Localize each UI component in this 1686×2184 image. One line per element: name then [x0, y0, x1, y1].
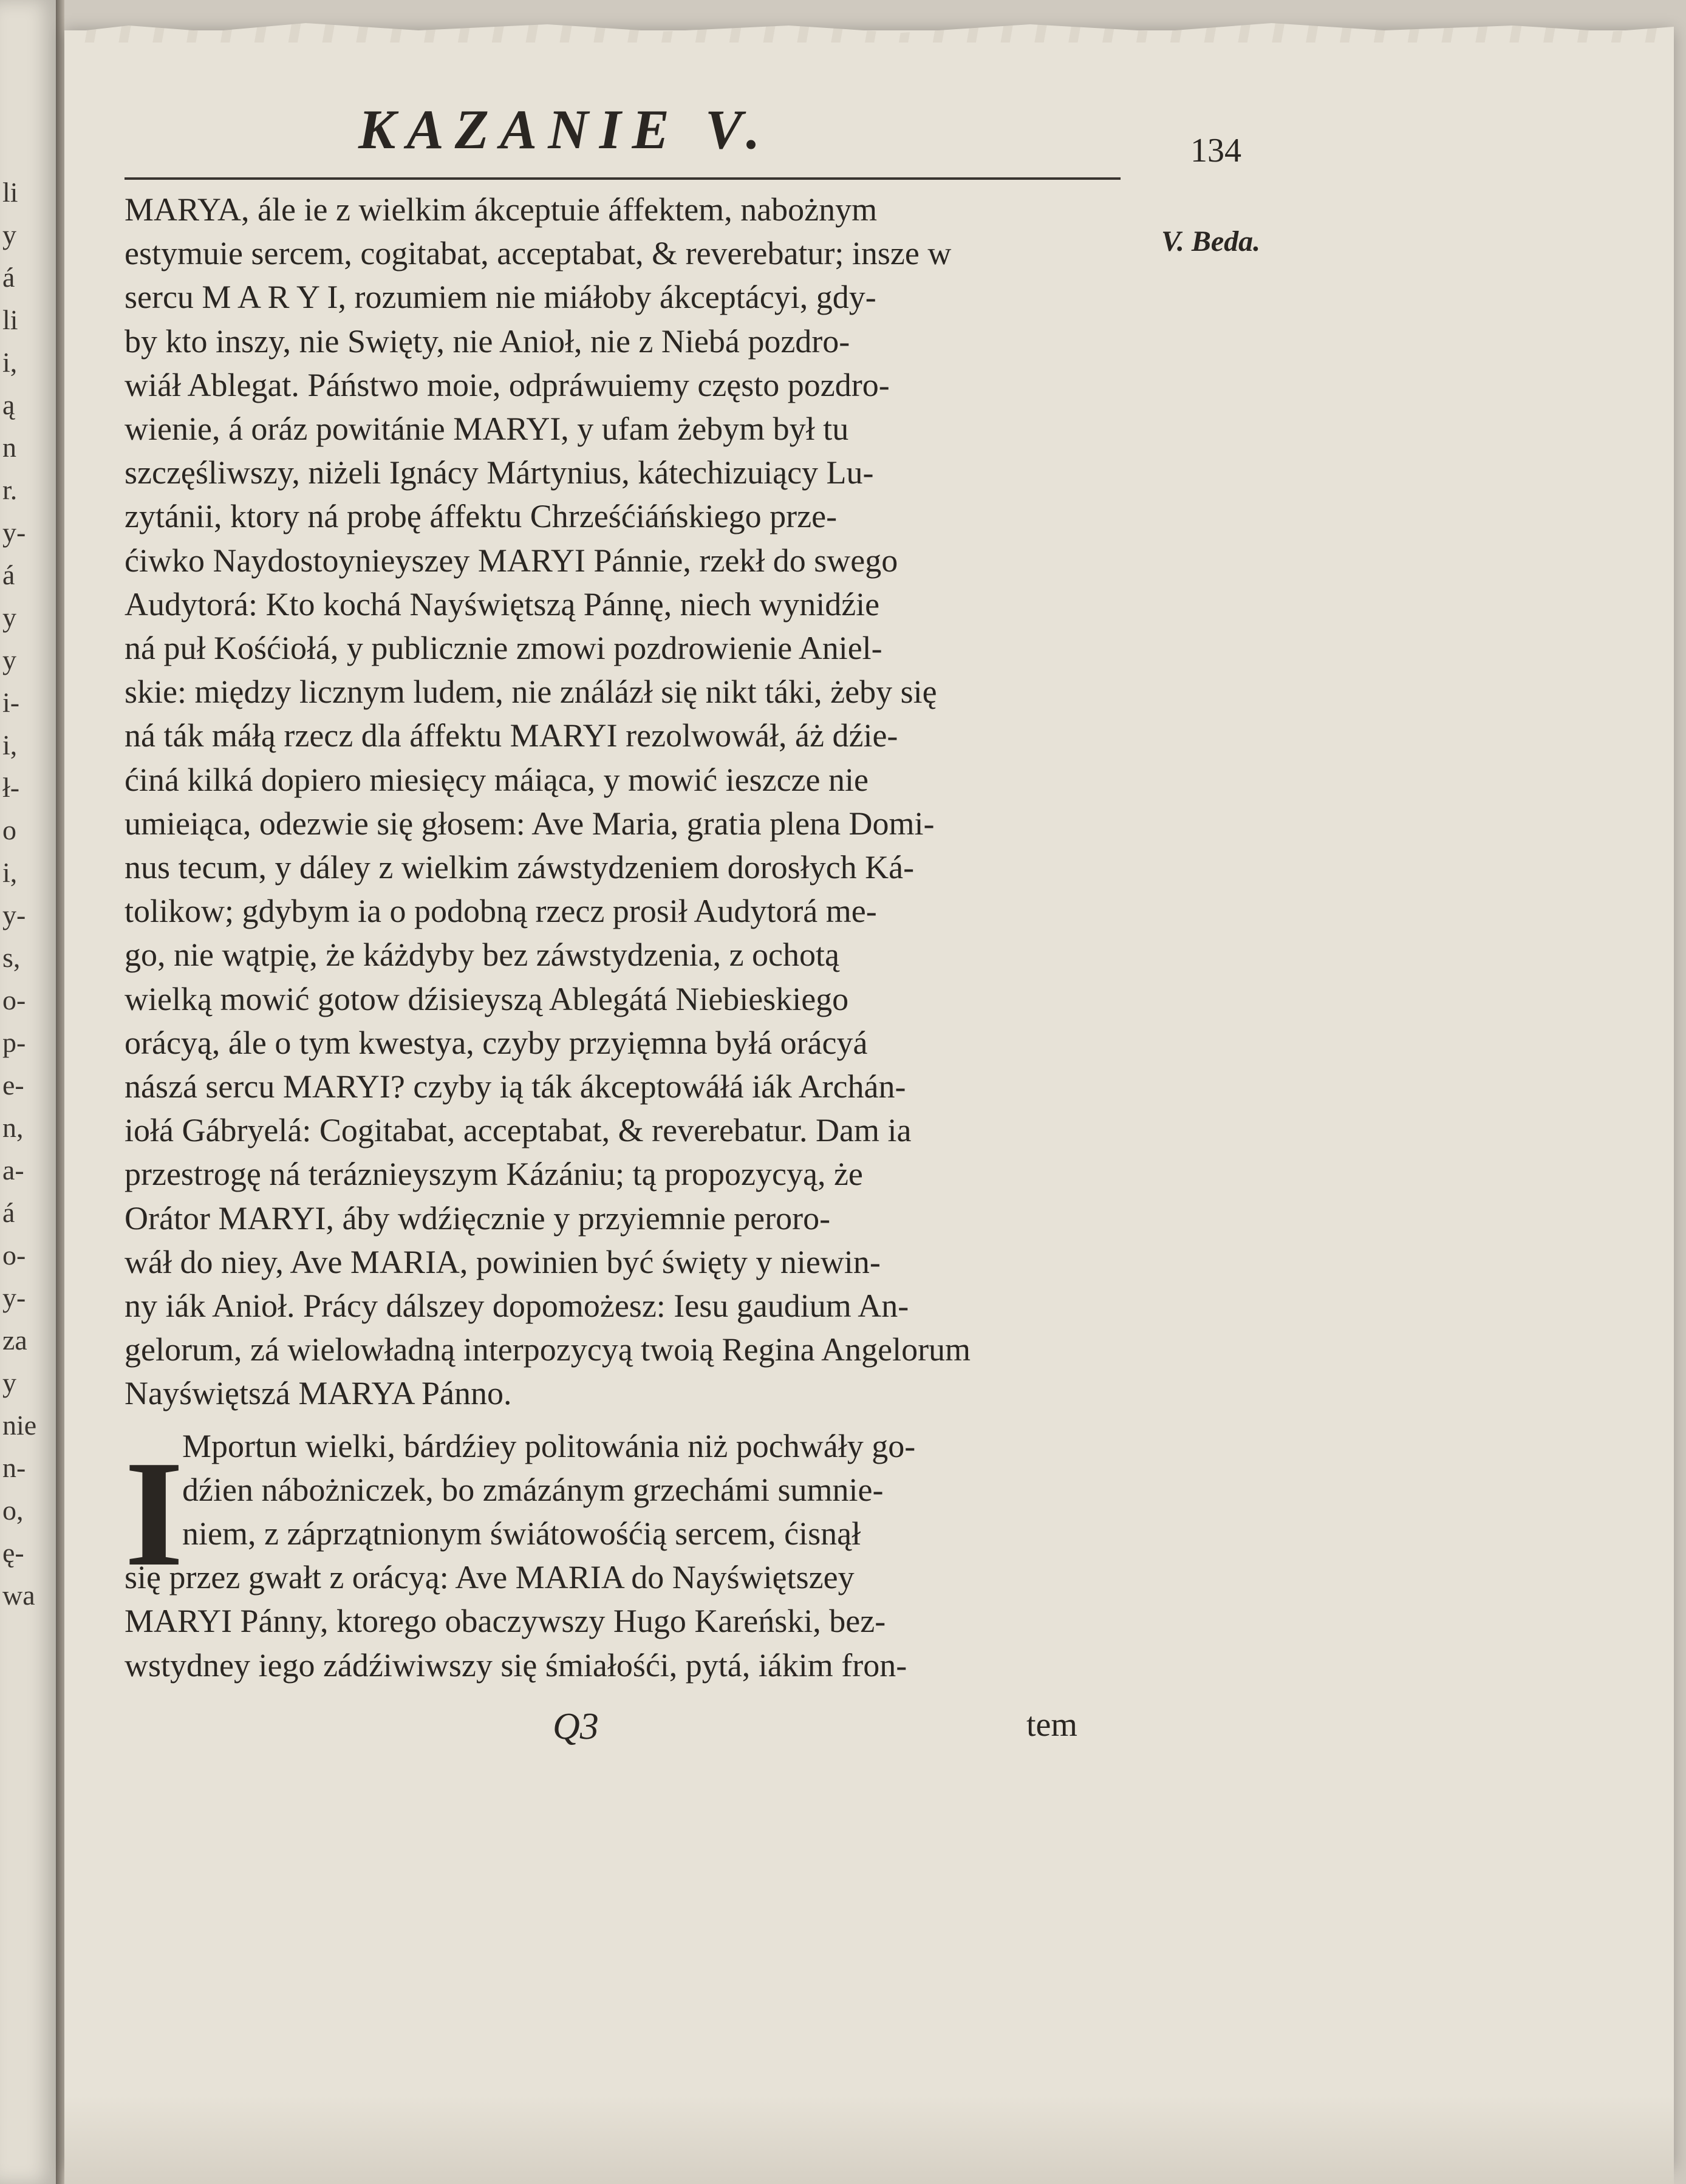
text-line: MARYI Pánny, ktorego obaczywszy Hugo Kareński, bez- — [125, 1603, 886, 1640]
left-page-fragment: y — [2, 644, 16, 675]
text-line: wielką mowić gotow dźisieyszą Ablegátá Niebieskiego — [125, 980, 849, 1017]
text-line: iołá Gábryelá: Cogitabat, acceptabat, & reverebatur. Dam ia — [125, 1112, 912, 1149]
left-page-fragment: r. — [2, 474, 18, 505]
text-line: zytánii, ktory ná probę áffektu Chrześćiáńskiego prze- — [125, 498, 838, 535]
text-line: estymuie sercem, cogitabat, acceptabat, & reverebatur; insze w — [125, 235, 952, 272]
left-page-fragment: ą — [2, 389, 15, 420]
text-line: umieiąca, odezwie się głosem: Ave Maria, gratia plena Domi- — [125, 805, 935, 842]
text-line: go, nie wątpię, że káżdyby bez záwstydzenia, z ochotą — [125, 937, 839, 974]
left-page-fragment: a- — [2, 1155, 24, 1186]
left-page-fragment: y — [2, 602, 16, 633]
left-page-fragment: p- — [2, 1027, 26, 1058]
left-page-fragment: o- — [2, 1240, 26, 1271]
left-page-fragment: o- — [2, 985, 26, 1015]
left-page-fragment: o — [2, 814, 16, 845]
text-line: MARYA, ále ie z wielkim ákceptuie áffektem, nabożnym — [125, 191, 878, 228]
text-line: nászá sercu MARYI? czyby ią ták ákceptowáłá iák Archán- — [125, 1068, 906, 1105]
text-line: wienie, á oráz powitánie MARYI, y ufam żebym był tu — [125, 411, 849, 447]
text-line: Audytorá: Kto kochá Nayświętszą Pánnę, niech wynidźie — [125, 585, 880, 623]
text-line: ny iák Anioł. Prácy dálszey dopomożesz: Iesu gaudium An- — [125, 1288, 909, 1324]
text-line: ná puł Kośćiołá, y publicznie zmowi pozdrowienie Aniel- — [125, 630, 882, 666]
text-line: wáł do niey, Ave MARIA, powinien być święty y niewin- — [125, 1243, 881, 1280]
book-gutter — [56, 0, 64, 2184]
left-page-fragment: y- — [2, 899, 26, 930]
text-line: ná ták máłą rzecz dla áffektu MARYI rezolwowáł, áż dźie- — [125, 717, 898, 754]
text-line: gelorum, zá wielowładną interpozycyą twoią Regina Angelorum — [125, 1331, 971, 1368]
left-page-fragment: i, — [2, 347, 18, 378]
left-page-fragment: i, — [2, 857, 18, 888]
left-page-fragment: y- — [2, 517, 26, 548]
text-line: przestrogę ná teráznieyszym Kázániu; tą propozycyą, że — [125, 1156, 863, 1193]
text-line: Orátor MARYI, áby wdźięcznie y przyiemnie peroro- — [125, 1199, 831, 1237]
signature-mark: Q3 — [553, 1706, 599, 1747]
left-page-fragment: y — [2, 1367, 16, 1398]
text-line: sercu M A R Y I, rozumiem nie miáłoby ákceptácyi, gdy- — [125, 279, 876, 316]
page-number: 134 — [1190, 132, 1241, 169]
left-page-fragment: za — [2, 1325, 27, 1356]
text-line: ćiná kilká dopiero miesięcy máiąca, y mowić ieszcze nie — [125, 761, 869, 798]
text-line: Mportun wielki, bárdźiey politowánia niż pochwáły go- — [182, 1427, 916, 1464]
left-page-fragment: li — [2, 177, 18, 208]
left-page-fragment: y — [2, 219, 16, 250]
left-page-fragment: s, — [2, 942, 21, 973]
running-title: KAZANIE V. — [358, 98, 771, 160]
page-bottom-shade — [64, 2095, 1674, 2184]
text-line: tolikow; gdybym ia o podobną rzecz prosił Audytorá me- — [125, 893, 877, 930]
left-page-fragment: á — [2, 262, 15, 293]
text-line: wstydney iego zádźiwiwszy się śmiałośći, pytá, iákim fron- — [125, 1647, 907, 1684]
left-page-edge — [0, 0, 60, 2184]
left-page-fragment: á — [2, 1197, 15, 1228]
left-page-fragment: ł- — [2, 772, 20, 803]
text-line: orácyą, ále o tym kwestya, czyby przyięmna byłá orácyá — [125, 1024, 868, 1061]
text-line: ćiwko Naydostoynieyszey MARYI Pánnie, rzekł do swego — [125, 542, 898, 579]
left-page-fragment: nie — [2, 1410, 37, 1441]
left-page-fragment: ę- — [2, 1537, 24, 1568]
text-line: by kto inszy, nie Swięty, nie Anioł, nie z Niebá pozdro- — [125, 322, 850, 360]
header-rule — [125, 177, 1121, 180]
text-line: niem, z záprzątnionym świátowośćią sercem, ćisnął — [182, 1515, 861, 1552]
left-page-fragment: n — [2, 432, 16, 463]
left-page-fragment: y- — [2, 1282, 26, 1313]
catchword: tem — [1026, 1706, 1077, 1744]
left-page-fragment: li — [2, 304, 18, 335]
drop-cap: I — [125, 1430, 184, 1598]
text-line: skie: między licznym ludem, nie ználázł się nikt táki, żeby się — [125, 674, 937, 711]
left-page-fragment: wa — [2, 1580, 35, 1611]
left-page-fragment: n- — [2, 1452, 26, 1483]
left-page-fragment: á — [2, 559, 15, 590]
text-line: nus tecum, y dáley z wielkim záwstydzeniem dorosłych Ká- — [125, 849, 915, 886]
left-page-fragment: n, — [2, 1112, 24, 1143]
left-page-fragment: e- — [2, 1070, 24, 1101]
text-line: dźien nábożniczek, bo zmázánym grzechámi sumnie- — [182, 1471, 884, 1508]
text-line: się przez gwałt z orácyą: Ave MARIA do Nayświętszey — [125, 1559, 855, 1596]
text-line: szczęśliwszy, niżeli Ignácy Mártynius, kátechizuiący Lu- — [125, 454, 874, 491]
text-line: Nayświętszá MARYA Pánno. — [125, 1375, 512, 1412]
left-page-fragment: o, — [2, 1495, 24, 1526]
text-line: wiáł Ablegat. Páństwo moie, odpráwuiemy często pozdro- — [125, 366, 890, 403]
margin-note: V. Beda. — [1161, 225, 1261, 258]
left-page-fragment: i- — [2, 687, 20, 718]
left-page-fragment: i, — [2, 729, 18, 760]
